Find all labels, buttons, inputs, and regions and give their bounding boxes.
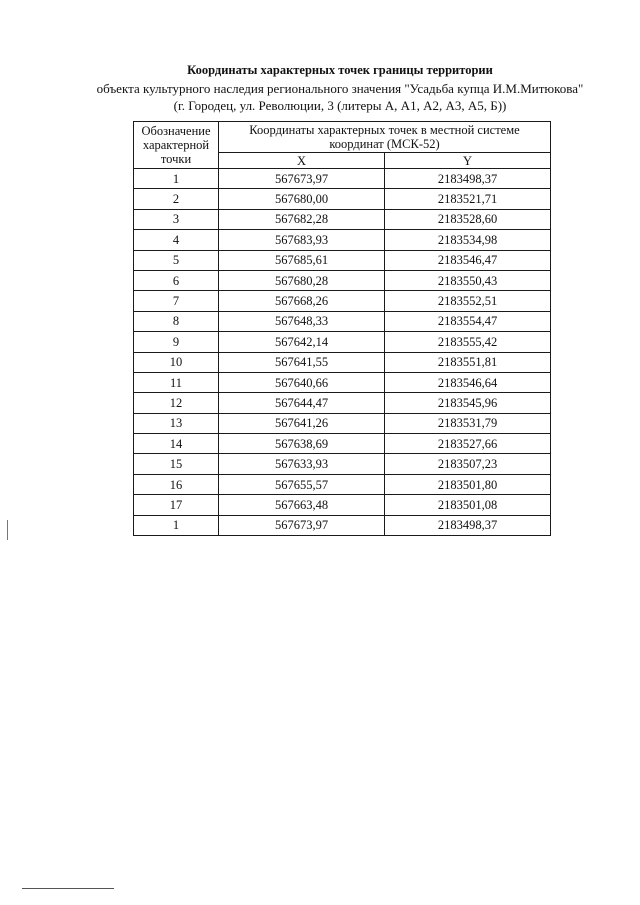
cell-point: 11	[134, 372, 219, 392]
scan-mark	[7, 520, 8, 540]
table-row	[134, 332, 551, 352]
coordinates-table-body	[134, 169, 551, 536]
table-row	[134, 291, 551, 311]
footer-rule	[22, 888, 114, 889]
cell-y: 2183546,47	[385, 250, 551, 270]
cell-point: 3	[134, 209, 219, 229]
cell-y: 2183552,51	[385, 291, 551, 311]
cell-y: 2183507,23	[385, 454, 551, 474]
cell-y: 2183521,71	[385, 189, 551, 209]
table-row	[134, 515, 551, 535]
table-row	[134, 209, 551, 229]
cell-y: 2183501,08	[385, 495, 551, 515]
cell-y: 2183531,79	[385, 413, 551, 433]
column-header-x: X	[219, 153, 385, 169]
cell-point: 2	[134, 189, 219, 209]
cell-point: 1	[134, 515, 219, 535]
cell-x: 567641,26	[219, 413, 385, 433]
table-row	[134, 189, 551, 209]
table-row	[134, 434, 551, 454]
table-row	[134, 393, 551, 413]
cell-point: 13	[134, 413, 219, 433]
document-title: Координаты характерных точек границы территории	[187, 63, 493, 77]
table-row	[134, 169, 551, 189]
cell-y: 2183528,60	[385, 209, 551, 229]
coordinates-table	[133, 121, 551, 536]
cell-x: 567673,97	[219, 515, 385, 535]
document-subtitle-line1: объекта культурного наследия регионального значения "Усадьба купца И.М.Митюкова"	[96, 81, 584, 96]
column-header-coordinates: Координаты характерных точек в местной системе координат (МСК-52)	[219, 122, 551, 153]
table-row	[134, 270, 551, 290]
cell-y: 2183551,81	[385, 352, 551, 372]
column-header-point: Обозначение характерной точки	[134, 122, 219, 169]
cell-point: 16	[134, 474, 219, 494]
table-row	[134, 474, 551, 494]
cell-y: 2183550,43	[385, 270, 551, 290]
cell-x: 567680,28	[219, 270, 385, 290]
cell-point: 5	[134, 250, 219, 270]
table-row	[134, 250, 551, 270]
cell-x: 567663,48	[219, 495, 385, 515]
cell-x: 567640,66	[219, 372, 385, 392]
cell-point: 15	[134, 454, 219, 474]
cell-y: 2183555,42	[385, 332, 551, 352]
cell-y: 2183527,66	[385, 434, 551, 454]
document-subtitle-line2: (г. Городец, ул. Революции, 3 (литеры А, А1, А2, А3, А5, Б))	[173, 98, 507, 113]
column-header-y: Y	[385, 153, 551, 169]
table-row	[134, 352, 551, 372]
cell-x: 567683,93	[219, 230, 385, 250]
cell-x: 567638,69	[219, 434, 385, 454]
table-row	[134, 454, 551, 474]
cell-point: 10	[134, 352, 219, 372]
cell-x: 567644,47	[219, 393, 385, 413]
cell-point: 14	[134, 434, 219, 454]
cell-point: 8	[134, 311, 219, 331]
table-row	[134, 495, 551, 515]
cell-y: 2183545,96	[385, 393, 551, 413]
cell-point: 4	[134, 230, 219, 250]
cell-x: 567641,55	[219, 352, 385, 372]
cell-x: 567668,26	[219, 291, 385, 311]
table-row	[134, 372, 551, 392]
cell-y: 2183554,47	[385, 311, 551, 331]
table-row	[134, 413, 551, 433]
cell-x: 567680,00	[219, 189, 385, 209]
cell-point: 1	[134, 169, 219, 189]
cell-y: 2183534,98	[385, 230, 551, 250]
cell-point: 7	[134, 291, 219, 311]
cell-x: 567673,97	[219, 169, 385, 189]
cell-x: 567685,61	[219, 250, 385, 270]
cell-y: 2183546,64	[385, 372, 551, 392]
cell-x: 567642,14	[219, 332, 385, 352]
cell-y: 2183498,37	[385, 169, 551, 189]
cell-point: 6	[134, 270, 219, 290]
table-row	[134, 230, 551, 250]
cell-y: 2183501,80	[385, 474, 551, 494]
cell-point: 17	[134, 495, 219, 515]
cell-x: 567682,28	[219, 209, 385, 229]
cell-point: 12	[134, 393, 219, 413]
table-row	[134, 311, 551, 331]
cell-x: 567648,33	[219, 311, 385, 331]
cell-point: 9	[134, 332, 219, 352]
cell-x: 567633,93	[219, 454, 385, 474]
cell-y: 2183498,37	[385, 515, 551, 535]
cell-x: 567655,57	[219, 474, 385, 494]
